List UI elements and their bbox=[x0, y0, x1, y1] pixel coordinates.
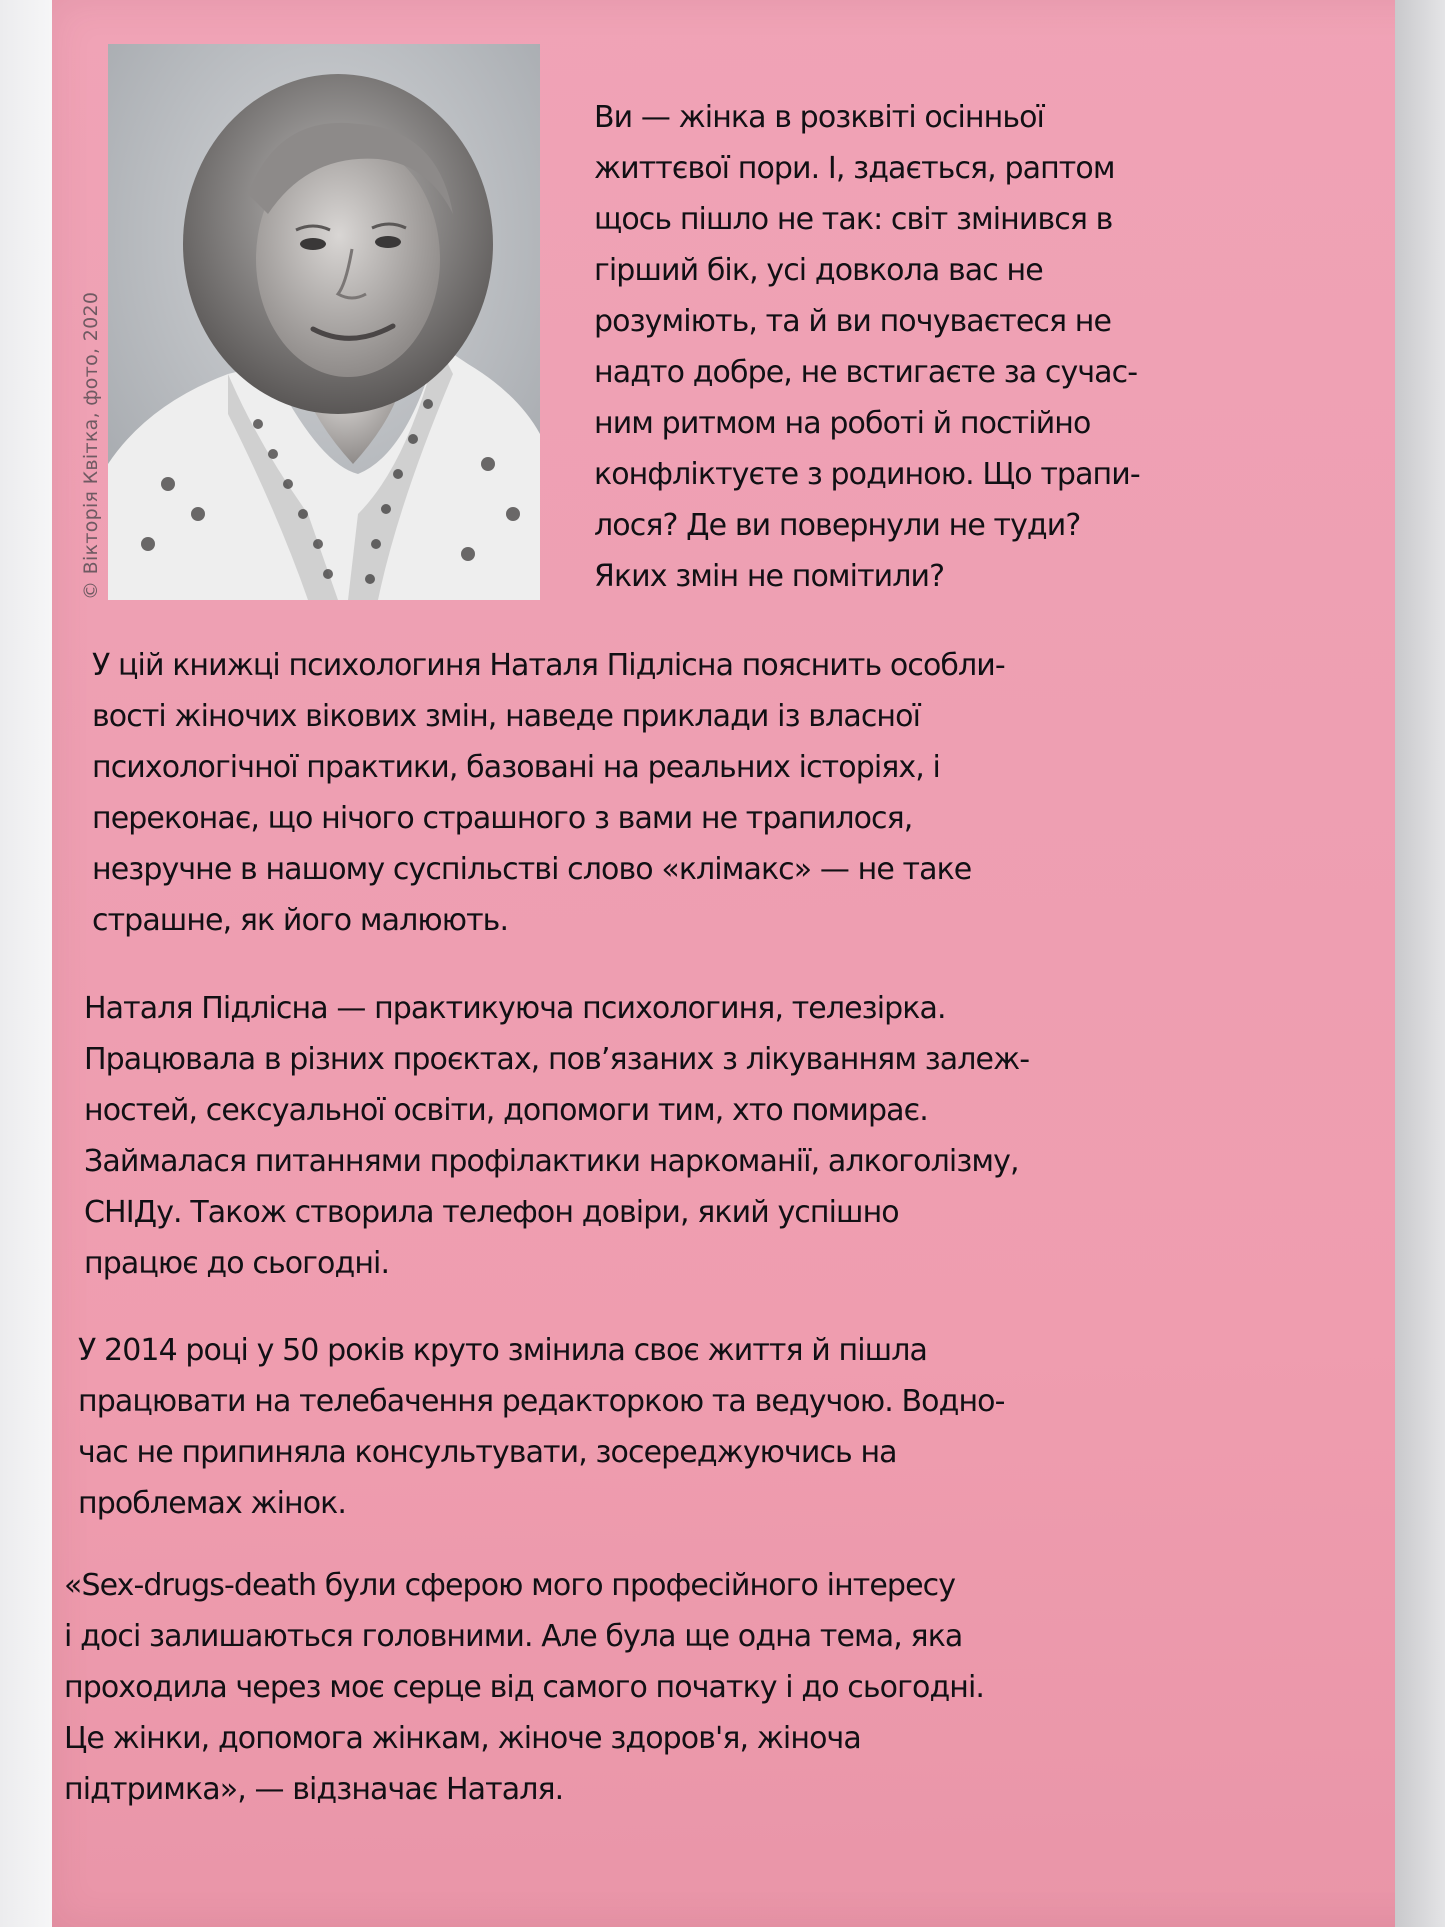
author-photo bbox=[108, 44, 540, 600]
photo-credit: © Вікторія Квітка, фото, 2020 bbox=[80, 291, 102, 600]
paragraph-line: У 2014 році у 50 років круто змінила своє життя й пішла bbox=[78, 1333, 927, 1368]
paragraph-line: Наталя Підлісна — практикуюча психологиня, телезірка. bbox=[84, 991, 946, 1026]
background-surface bbox=[0, 0, 52, 1927]
intro-line: щось пішло не так: світ змінився в bbox=[594, 202, 1113, 237]
paragraph-line: вості жіночих вікових змін, наведе приклади із власної bbox=[92, 699, 921, 734]
author-bio-paragraph bbox=[84, 983, 1029, 1289]
paragraph-line: незручне в нашому суспільстві слово «клімакс» — не таке bbox=[92, 852, 972, 887]
paragraph-line: час не припиняла консультувати, зосереджуючись на bbox=[78, 1435, 897, 1470]
paragraph-line: Займалася питаннями профілактики наркоманії, алкоголізму, bbox=[84, 1144, 1019, 1179]
book-description-paragraph bbox=[92, 640, 1005, 946]
intro-line: конфліктуєте з родиною. Що трапи- bbox=[594, 457, 1140, 492]
paragraph-line: Це жінки, допомога жінкам, жіноче здоров'я, жіноча bbox=[64, 1721, 861, 1756]
paragraph-line: працювати на телебачення редакторкою та ведучою. Водно- bbox=[78, 1384, 1005, 1419]
paragraph-line: У цій книжці психологиня Наталя Підлісна пояснить особли- bbox=[92, 648, 1005, 683]
paragraph-line: СНІДу. Також створила телефон довіри, який успішно bbox=[84, 1195, 899, 1230]
paragraph-line: страшне, як його малюють. bbox=[92, 903, 509, 938]
intro-line: гірший бік, усі довкола вас не bbox=[594, 253, 1043, 288]
paragraph-line: «Sex-drugs-death були сферою мого професійного інтересу bbox=[64, 1568, 956, 1603]
paragraph-line: психологічної практики, базовані на реальних історіях, і bbox=[92, 750, 940, 785]
intro-line: Яких змін не помітили? bbox=[594, 559, 945, 594]
intro-line: ним ритмом на роботі й постійно bbox=[594, 406, 1091, 441]
intro-line: лося? Де ви повернули не туди? bbox=[594, 508, 1081, 543]
paragraph-line: проходила через моє серце від самого початку і до сьогодні. bbox=[64, 1670, 985, 1705]
intro-line: життєвої пори. І, здається, раптом bbox=[594, 151, 1115, 186]
paragraph-line: працює до сьогодні. bbox=[84, 1246, 390, 1281]
paragraph-line: переконає, що нічого страшного з вами не трапилося, bbox=[92, 801, 913, 836]
paragraph-line: проблемах жінок. bbox=[78, 1486, 347, 1521]
paragraph-line: Працювала в різних проєктах, пов’язаних з лікуванням залеж- bbox=[84, 1042, 1030, 1077]
intro-line: надто добре, не встигаєте за сучас- bbox=[594, 355, 1138, 390]
intro-line: розуміють, та й ви почуваєтеся не bbox=[594, 304, 1112, 339]
paragraph-line: підтримка», — відзначає Наталя. bbox=[64, 1772, 564, 1807]
career-paragraph bbox=[78, 1325, 1005, 1529]
intro-line: Ви — жінка в розквіті осінньої bbox=[594, 100, 1044, 135]
quote-paragraph bbox=[64, 1560, 984, 1815]
paragraph-line: ностей, сексуальної освіти, допомоги тим, хто помирає. bbox=[84, 1093, 928, 1128]
background-surface-right bbox=[1395, 0, 1445, 1927]
paragraph-line: і досі залишаються головними. Але була ще одна тема, яка bbox=[64, 1619, 963, 1654]
intro-paragraph bbox=[594, 92, 1140, 602]
